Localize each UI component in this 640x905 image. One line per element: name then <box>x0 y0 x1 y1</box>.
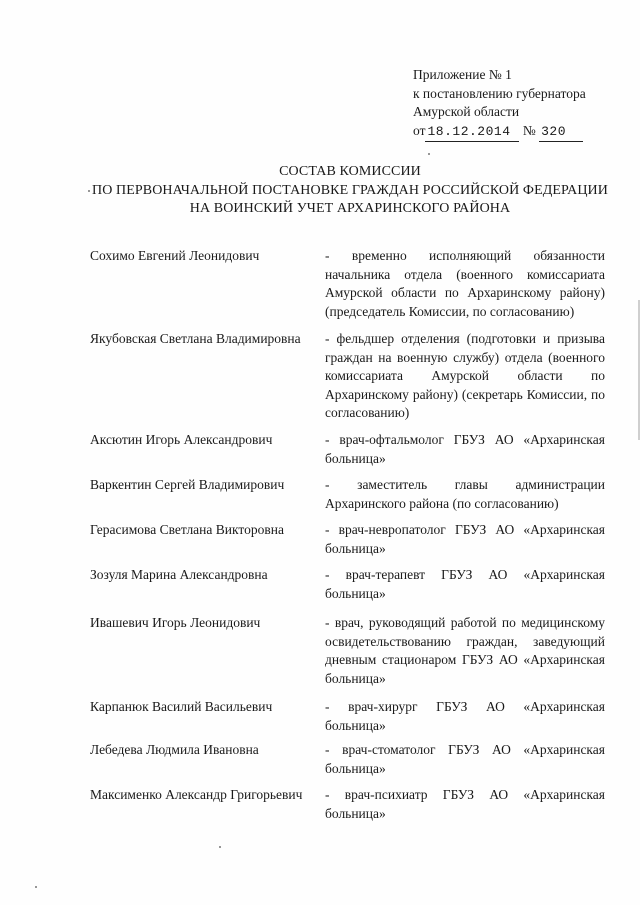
member-role: - врач, руководящий работой по медицинскому освидетельствованию граждан, заведующий дневным стационаром ГБУЗ АО «Архаринская больница» <box>325 615 605 686</box>
document-title <box>60 163 640 219</box>
member-role: - врач-стоматолог ГБУЗ АО «Архаринская больница» <box>325 742 605 776</box>
appendix-line-3: Амурской области <box>413 104 520 119</box>
member-name: Ивашевич Игорь Леонидович <box>90 615 261 630</box>
member-name: Карпанюк Василий Васильевич <box>90 699 273 714</box>
member-role: - фельдшер отделения (подготовки и призыва граждан на военную службу) отдела (военного комиссариата Амурской области по Архаринскому району) (секретарь Комиссии, по согласованию) <box>325 331 605 420</box>
member-name: Аксютин Игорь Александрович <box>90 432 273 447</box>
appendix-date-line <box>413 122 613 143</box>
date-prefix: от <box>413 122 426 138</box>
member-name: Герасимова Светлана Викторовна <box>90 522 284 537</box>
member-role: - врач-невропатолог ГБУЗ АО «Архаринская больница» <box>325 522 605 556</box>
member-name: Сохимо Евгений Леонидович <box>90 248 260 263</box>
member-name: Лебедева Людмила Ивановна <box>90 742 259 757</box>
member-role: - врач-психиатр ГБУЗ АО «Архаринская больница» <box>325 787 605 821</box>
member-role: - заместитель главы администрации Архаринского района (по согласованию) <box>325 477 605 511</box>
scan-speck <box>35 886 37 888</box>
member-name: Зозуля Марина Александровна <box>90 567 268 582</box>
title-line-2: ПО ПЕРВОНАЧАЛЬНОЙ ПОСТАНОВКЕ ГРАЖДАН РОССИЙСКОЙ ФЕДЕРАЦИИ <box>92 182 608 198</box>
number-value: 320 <box>539 123 583 143</box>
member-role: - временно исполняющий обязанности начальника отдела (военного комиссариата Амурской области по Архаринскому району) (председатель Комиссии, по согласованию) <box>325 248 605 319</box>
number-prefix: № <box>522 122 536 138</box>
scan-speck <box>428 153 430 155</box>
title-line-3: НА ВОИНСКИЙ УЧЕТ АРХАРИНСКОГО РАЙОНА <box>189 201 511 216</box>
appendix-line-2: к постановлению губернатора <box>413 85 586 101</box>
appendix-line-1: Приложение № 1 <box>413 67 512 82</box>
date-value: 18.12.2014 <box>425 123 519 143</box>
scan-speck <box>219 846 221 848</box>
title-line-1: СОСТАВ КОМИССИИ <box>279 164 421 179</box>
member-role: - врач-терапевт ГБУЗ АО «Архаринская больница» <box>325 567 605 601</box>
scan-speck <box>88 190 90 192</box>
member-role: - врач-хирург ГБУЗ АО «Архаринская больница» <box>325 699 605 733</box>
member-name: Варкентин Сергей Владимирович <box>90 477 285 492</box>
member-role: - врач-офтальмолог ГБУЗ АО «Архаринская больница» <box>325 432 605 466</box>
member-name: Якубовская Светлана Владимировна <box>90 331 301 346</box>
appendix-header <box>413 66 613 142</box>
member-name: Максименко Александр Григорьевич <box>90 787 303 802</box>
